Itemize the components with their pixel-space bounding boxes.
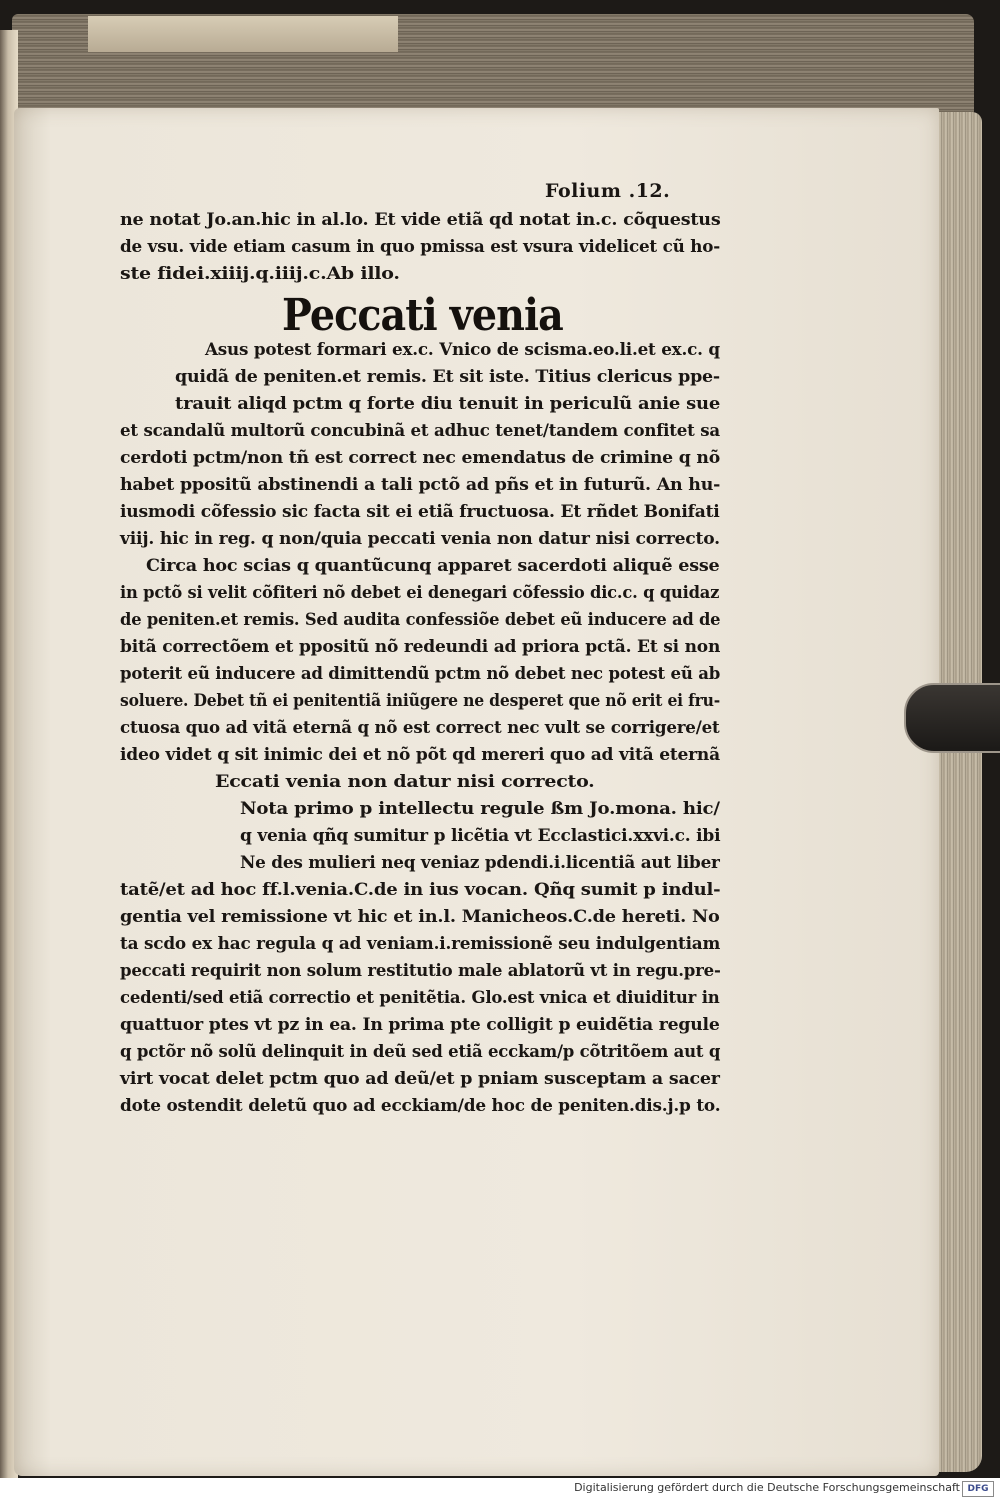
body-line: ta scdo ex hac regula q ad veniam.i.remissionẽ seu indulgentiam — [120, 934, 721, 953]
body-line: habet ppositũ abstinendi a tali pctõ ad pñs et in futurũ. An hu- — [120, 475, 721, 494]
dfg-logo: DFG — [962, 1481, 994, 1497]
body-line: tatẽ/et ad hoc ff.l.venia.C.de in ius vocan. Qñq sumit p indul- — [120, 880, 721, 899]
body-line: trauit aliqd pctm q forte diu tenuit in periculũ anie sue — [175, 394, 721, 413]
body-line: gentia vel remissione vt hic et in.l. Manicheos.C.de hereti. No — [120, 907, 720, 926]
footer-bar — [0, 1478, 1000, 1499]
body-line: Nota primo p intellectu regule ßm Jo.mona. hic/ — [240, 799, 720, 818]
body-line: soluere. Debet tñ ei penitentiã iniũgere ne desperet que nõ erit ei fru- — [120, 691, 721, 710]
body-line: quidã de peniten.et remis. Et sit iste. Titius clericus ppe- — [175, 367, 720, 386]
body-line: q pctõr nõ solũ delinquit in deũ sed etiã ecckam/p cõtritõem aut q — [120, 1042, 721, 1061]
body-line: quattuor ptes vt pz in ea. In prima pte colligit p euidẽtia regule — [120, 1015, 720, 1034]
body-line: Circa hoc scias q quantũcunq apparet sacerdoti aliquẽ esse — [146, 556, 720, 575]
intro-line: ne notat Jo.an.hic in al.lo. Et vide etiã qd notat in.c. cõquestus — [120, 210, 721, 229]
page-edge-highlight — [88, 16, 398, 52]
body-line: de peniten.et remis. Sed audita confessiõe debet eũ inducere ad de — [120, 610, 721, 629]
funding-credit: Digitalisierung gefördert durch die Deutsche Forschungsgemeinschaft — [574, 1481, 960, 1494]
body-line: poterit eũ inducere ad dimittendũ pctm nõ debet nec potest eũ ab — [120, 664, 721, 683]
body-line: viij. hic in reg. q non/quia peccati venia non datur nisi correcto. — [120, 529, 720, 548]
body-line: in pctõ si velit cõfiteri nõ debet ei denegari cõfessio dic.c. q quidaz — [120, 583, 720, 602]
folio-number: Folium .12. — [545, 180, 671, 202]
body-line: peccati requirit non solum restitutio male ablatorũ vt in regu.pre- — [120, 961, 721, 980]
body-line: iusmodi cõfessio sic facta sit ei etiã fructuosa. Et rñdet Bonifati — [120, 502, 720, 521]
intro-line: ste fidei.xiiij.q.iiij.c.Ab illo. — [120, 264, 400, 283]
body-line: Ne des mulieri neq veniaz pdendi.i.licentiã aut liber — [240, 853, 720, 872]
body-line: Eccati venia non datur nisi correcto. — [215, 772, 595, 791]
body-line: cerdoti pctm/non tñ est correct nec emendatus de crimine q nõ — [120, 448, 721, 467]
body-line: cedenti/sed etiã correctio et penitẽtia. Glo.est vnica et diuiditur in — [120, 988, 720, 1007]
intro-line: de vsu. vide etiam casum in quo pmissa est vsura videlicet cũ ho- — [120, 237, 721, 256]
section-heading: Peccati venia — [282, 290, 563, 341]
body-line: bitã correctõem et ppositũ nõ redeundi ad priora pctã. Et si non — [120, 637, 721, 656]
body-line: ideo videt q sit inimic dei et nõ põt qd mereri quo ad vitã eternã — [120, 745, 720, 764]
body-line: ctuosa quo ad vitã eternã q nõ est correct nec vult se corrigere/et — [120, 718, 720, 737]
body-line: et scandalũ multorũ concubinã et adhuc tenet/tandem confitet sa — [120, 421, 720, 440]
body-line: q venia qñq sumitur p licẽtia vt Ecclastici.xxvi.c. ibi — [240, 826, 721, 845]
body-line: Asus potest formari ex.c. Vnico de scisma.eo.li.et ex.c. q — [205, 340, 720, 359]
page-tab-marker — [904, 683, 1000, 753]
body-line: virt vocat delet pctm quo ad deũ/et p pniam susceptam a sacer — [120, 1069, 720, 1088]
body-line: dote ostendit deletũ quo ad ecckiam/de hoc de peniten.dis.j.p to. — [120, 1096, 721, 1115]
